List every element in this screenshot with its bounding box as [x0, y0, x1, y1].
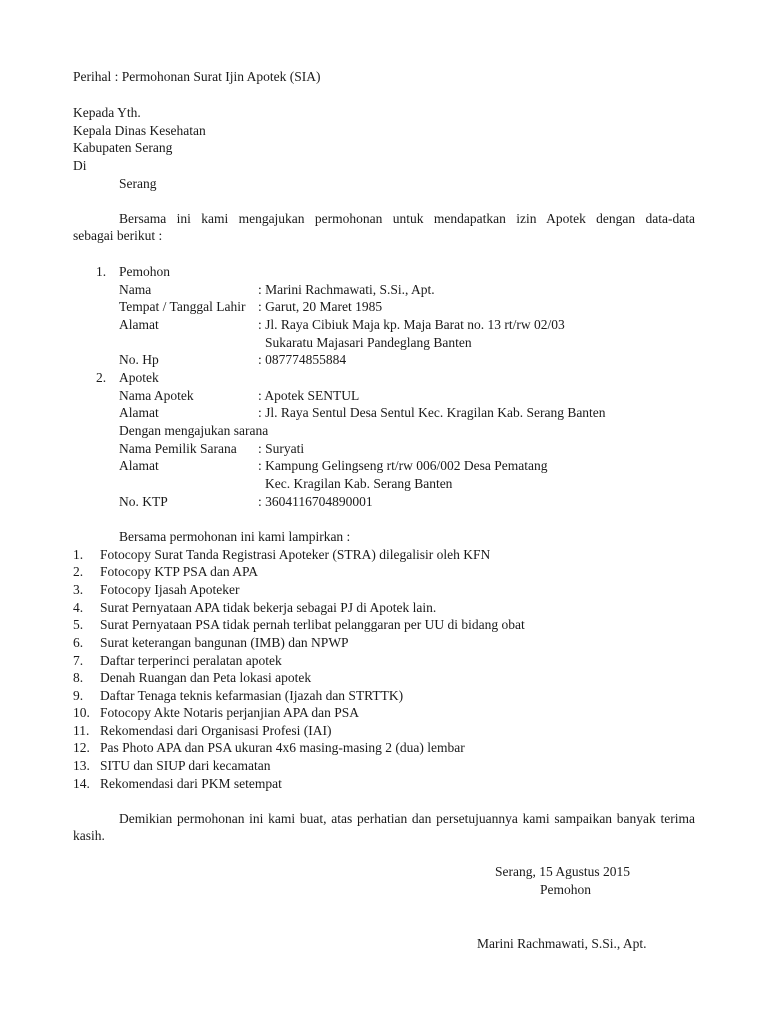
attachment-item: Fotocopy Akte Notaris perjanjian APA dan PSA — [100, 705, 359, 720]
attachment-number: 9. — [73, 688, 84, 703]
recipient-line: Kepala Dinas Kesehatan — [73, 123, 206, 138]
field-label: Tempat / Tanggal Lahir — [119, 299, 246, 314]
section-number: 1. — [96, 264, 107, 279]
section-title: Pemohon — [119, 264, 171, 279]
attachment-item: SITU dan SIUP dari kecamatan — [100, 758, 271, 773]
recipient-line: Kepada Yth. — [73, 105, 141, 120]
section-title: Apotek — [119, 370, 159, 385]
closing-line: Demikian permohonan ini kami buat, atas perhatian dan persetujuannya kami sampaikan banyak terima — [119, 811, 695, 826]
attachment-number: 4. — [73, 600, 84, 615]
field-label: Nama Pemilik Sarana — [119, 441, 237, 456]
intro-line: sebagai berikut : — [73, 228, 163, 243]
field-label: No. KTP — [119, 494, 168, 509]
field-label: Alamat — [119, 405, 159, 420]
intro-paragraph — [73, 210, 695, 244]
attachment-number: 12. — [73, 740, 90, 755]
attachment-item: Surat Pernyataan PSA tidak pernah terlibat pelanggaran per UU di bidang obat — [100, 617, 525, 632]
field-value: : Apotek SENTUL — [258, 388, 360, 403]
attachment-item: Rekomendasi dari PKM setempat — [100, 776, 282, 791]
attachment-item: Daftar terperinci peralatan apotek — [100, 653, 282, 668]
attachment-item: Rekomendasi dari Organisasi Profesi (IAI) — [100, 723, 332, 738]
attachment-number: 1. — [73, 547, 84, 562]
recipient-city: Serang — [119, 176, 157, 191]
attachment-item: Fotocopy KTP PSA dan APA — [100, 564, 259, 579]
attachment-number: 8. — [73, 670, 84, 685]
attachment-number: 5. — [73, 617, 84, 632]
field-value-continued: Kec. Kragilan Kab. Serang Banten — [265, 476, 453, 491]
attachment-number: 6. — [73, 635, 84, 650]
field-value: : Kampung Gelingseng rt/rw 006/002 Desa Pematang — [258, 458, 548, 473]
attachment-number: 13. — [73, 758, 90, 773]
attachments-intro: Bersama permohonan ini kami lampirkan : — [119, 529, 351, 544]
signer-name: Marini Rachmawati, S.Si., Apt. — [477, 936, 647, 951]
field-label: Nama Apotek — [119, 388, 194, 403]
attachment-item: Surat Pernyataan APA tidak bekerja sebagai PJ di Apotek lain. — [100, 600, 437, 615]
attachment-number: 11. — [73, 723, 90, 738]
attachment-item: Fotocopy Ijasah Apoteker — [100, 582, 240, 597]
field-value: : Garut, 20 Maret 1985 — [258, 299, 383, 314]
field-value: : Marini Rachmawati, S.Si., Apt. — [258, 282, 435, 297]
intro-line: Bersama ini kami mengajukan permohonan untuk mendapatkan izin Apotek dengan data-data — [119, 211, 695, 226]
field-label: Alamat — [119, 317, 159, 332]
field-value-continued: Sukaratu Majasari Pandeglang Banten — [265, 335, 472, 350]
closing-paragraph — [73, 810, 695, 844]
place-date: Serang, 15 Agustus 2015 — [495, 864, 630, 879]
attachment-number: 14. — [73, 776, 90, 791]
attachment-number: 2. — [73, 564, 84, 579]
attachment-number: 3. — [73, 582, 84, 597]
subject-line: Perihal : Permohonan Surat Ijin Apotek (SIA) — [73, 69, 321, 84]
attachment-item: Surat keterangan bangunan (IMB) dan NPWP — [100, 635, 349, 650]
field-label: No. Hp — [119, 352, 159, 367]
signer-role: Pemohon — [540, 882, 592, 897]
section-number: 2. — [96, 370, 107, 385]
recipient-line: Di — [73, 158, 87, 173]
field-label: Nama — [119, 282, 152, 297]
field-label: Alamat — [119, 458, 159, 473]
attachment-number: 7. — [73, 653, 84, 668]
attachment-item: Denah Ruangan dan Peta lokasi apotek — [100, 670, 312, 685]
field-value: : 087774855884 — [258, 352, 347, 367]
facility-intro: Dengan mengajukan sarana — [119, 423, 269, 438]
attachment-item: Daftar Tenaga teknis kefarmasian (Ijazah dan STRTTK) — [100, 688, 404, 703]
field-value: : Suryati — [258, 441, 305, 456]
recipient-line: Kabupaten Serang — [73, 140, 173, 155]
attachment-item: Pas Photo APA dan PSA ukuran 4x6 masing-masing 2 (dua) lembar — [100, 740, 465, 755]
closing-line: kasih. — [73, 828, 105, 843]
attachment-item: Fotocopy Surat Tanda Registrasi Apoteker (STRA) dilegalisir oleh KFN — [100, 547, 491, 562]
attachment-number: 10. — [73, 705, 90, 720]
field-value: : 3604116704890001 — [258, 494, 373, 509]
field-value: : Jl. Raya Sentul Desa Sentul Kec. Kragilan Kab. Serang Banten — [258, 405, 606, 420]
field-value: : Jl. Raya Cibiuk Maja kp. Maja Barat no. 13 rt/rw 02/03 — [258, 317, 565, 332]
